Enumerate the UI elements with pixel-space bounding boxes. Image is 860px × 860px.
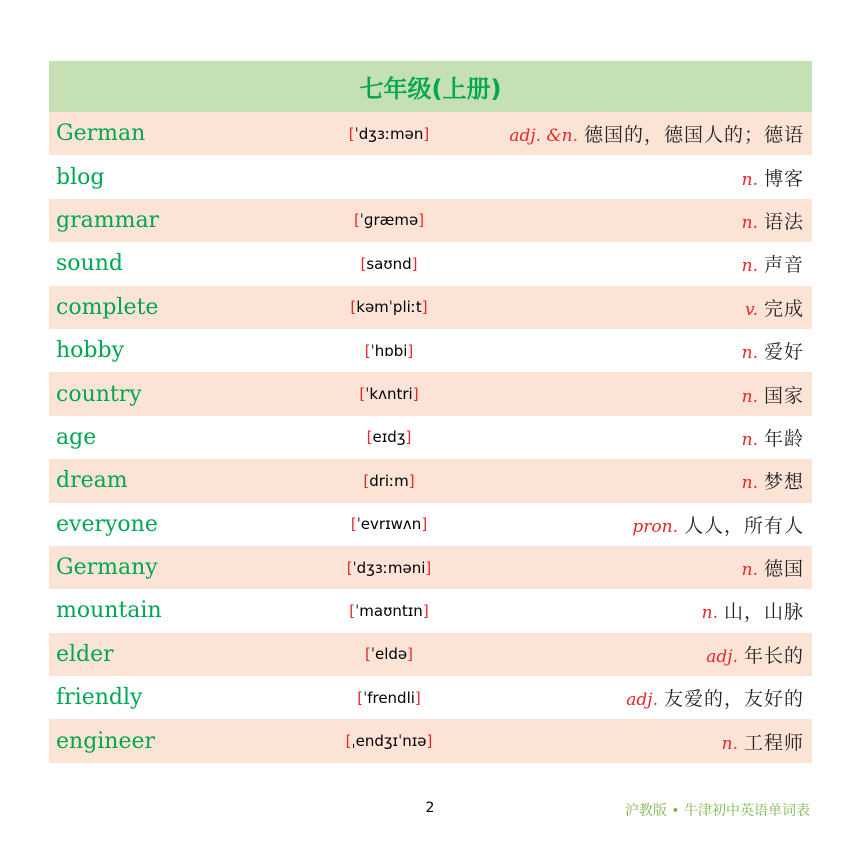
footer-book-title: 沪教版 • 牛津初中英语单词表 bbox=[624, 803, 810, 819]
definition: 语法 bbox=[763, 210, 804, 233]
right-bracket: ] bbox=[421, 515, 428, 534]
phonetic-cell bbox=[304, 428, 474, 446]
part-of-speech: n. bbox=[741, 429, 758, 450]
table-row bbox=[49, 546, 812, 589]
table-row bbox=[49, 372, 812, 415]
table-row bbox=[49, 503, 812, 546]
left-bracket: [ bbox=[366, 428, 373, 447]
phonetic-text: ˌendʒɪˈnɪə bbox=[351, 732, 427, 751]
part-of-speech: n. bbox=[741, 169, 758, 190]
left-bracket: [ bbox=[363, 471, 370, 490]
table-row bbox=[49, 416, 812, 459]
word-cell: hobby bbox=[56, 338, 125, 364]
definition: 国家 bbox=[763, 384, 804, 407]
definition: 年长的 bbox=[743, 644, 804, 667]
word-cell: German bbox=[56, 121, 146, 147]
table-row bbox=[49, 459, 812, 502]
right-bracket: ] bbox=[414, 688, 421, 707]
definition: 梦想 bbox=[763, 471, 804, 494]
meaning-cell bbox=[742, 554, 804, 581]
part-of-speech: adj. bbox=[626, 690, 658, 711]
phonetic-cell bbox=[304, 342, 474, 360]
part-of-speech: n. bbox=[741, 386, 758, 407]
page-title: 七年级(上册) bbox=[359, 75, 502, 103]
table-header bbox=[49, 61, 812, 112]
meaning-cell bbox=[632, 511, 804, 538]
definition: 年龄 bbox=[763, 427, 804, 450]
phonetic-text: ˈkʌntri bbox=[365, 385, 413, 404]
right-bracket: ] bbox=[407, 645, 413, 664]
phonetic-text: ˈdʒɜːməni bbox=[352, 558, 426, 577]
right-bracket: ] bbox=[408, 471, 415, 490]
left-bracket: [ bbox=[360, 254, 367, 273]
word-cell: everyone bbox=[56, 511, 158, 537]
left-bracket: [ bbox=[345, 732, 352, 751]
word-cell: complete bbox=[56, 294, 159, 320]
part-of-speech: v. bbox=[744, 299, 758, 320]
meaning-cell bbox=[742, 250, 804, 277]
table-row bbox=[49, 676, 812, 719]
meaning-cell bbox=[706, 641, 804, 668]
table-row bbox=[49, 329, 812, 372]
table-row bbox=[49, 199, 812, 242]
meaning-cell bbox=[702, 597, 804, 624]
part-of-speech: n. bbox=[741, 473, 758, 494]
phonetic-text: eɪdʒ bbox=[372, 428, 406, 447]
phonetic-cell bbox=[304, 385, 474, 403]
word-cell: friendly bbox=[56, 685, 143, 711]
table-row bbox=[49, 112, 812, 155]
phonetic-text: ˈfrendli bbox=[363, 688, 415, 707]
meaning-cell bbox=[722, 728, 804, 755]
table-row bbox=[49, 589, 812, 632]
meaning-cell bbox=[745, 294, 804, 321]
definition: 爱好 bbox=[763, 341, 804, 364]
meaning-cell bbox=[626, 684, 804, 711]
left-bracket: [ bbox=[349, 601, 356, 620]
phonetic-text: ˈeldə bbox=[370, 645, 408, 664]
phonetic-text: ˈdʒɜːmən bbox=[354, 124, 424, 143]
right-bracket: ] bbox=[411, 254, 418, 273]
meaning-cell bbox=[742, 164, 804, 191]
right-bracket: ] bbox=[405, 428, 412, 447]
definition: 山，山脉 bbox=[723, 601, 804, 624]
right-bracket: ] bbox=[421, 298, 428, 317]
definition: 德国的，德国人的；德语 bbox=[583, 124, 804, 147]
part-of-speech: adj. bbox=[706, 646, 738, 667]
table-row bbox=[49, 633, 812, 676]
phonetic-cell bbox=[304, 211, 474, 229]
left-bracket: [ bbox=[365, 645, 371, 664]
phonetic-text: kəmˈpliːt bbox=[356, 298, 422, 317]
word-cell: elder bbox=[56, 641, 114, 667]
word-cell: Germany bbox=[56, 555, 158, 581]
word-cell: grammar bbox=[56, 207, 160, 233]
page-number: 2 bbox=[425, 800, 435, 816]
right-bracket: ] bbox=[418, 211, 425, 230]
meaning-cell bbox=[742, 381, 804, 408]
right-bracket: ] bbox=[426, 732, 433, 751]
part-of-speech: n. bbox=[721, 733, 738, 754]
phonetic-cell bbox=[304, 559, 474, 577]
phonetic-cell bbox=[304, 298, 474, 316]
phonetic-text: ˈevrɪwʌn bbox=[356, 515, 422, 534]
left-bracket: [ bbox=[346, 558, 353, 577]
phonetic-text: saʊnd bbox=[366, 254, 412, 273]
phonetic-cell bbox=[304, 125, 474, 143]
meaning-cell bbox=[742, 337, 804, 364]
meaning-cell bbox=[742, 424, 804, 451]
part-of-speech: adj. &n. bbox=[509, 126, 578, 147]
part-of-speech: n. bbox=[741, 560, 758, 581]
word-cell: blog bbox=[56, 164, 105, 190]
phonetic-cell bbox=[304, 689, 474, 707]
part-of-speech: pron. bbox=[632, 516, 678, 537]
definition: 声音 bbox=[763, 254, 804, 277]
part-of-speech: n. bbox=[741, 212, 758, 233]
definition: 工程师 bbox=[743, 731, 804, 754]
word-cell: sound bbox=[56, 251, 123, 277]
word-cell: country bbox=[56, 381, 142, 407]
table-row bbox=[49, 242, 812, 285]
phonetic-cell bbox=[304, 645, 474, 663]
right-bracket: ] bbox=[423, 124, 430, 143]
part-of-speech: n. bbox=[701, 603, 718, 624]
word-cell: dream bbox=[56, 468, 128, 494]
phonetic-cell bbox=[304, 472, 474, 490]
part-of-speech: n. bbox=[741, 256, 758, 277]
word-cell: age bbox=[56, 424, 97, 450]
phonetic-cell bbox=[304, 602, 474, 620]
table-body bbox=[49, 112, 812, 763]
word-cell: mountain bbox=[56, 598, 162, 624]
meaning-cell bbox=[742, 467, 804, 494]
left-bracket: [ bbox=[359, 385, 366, 404]
phonetic-cell bbox=[304, 732, 474, 750]
phonetic-text: ˈmaʊntɪn bbox=[355, 601, 423, 620]
meaning-cell bbox=[509, 120, 804, 147]
phonetic-cell bbox=[304, 255, 474, 273]
right-bracket: ] bbox=[412, 385, 419, 404]
right-bracket: ] bbox=[422, 601, 429, 620]
definition: 友爱的，友好的 bbox=[663, 688, 804, 711]
definition: 完成 bbox=[763, 297, 804, 320]
meaning-cell bbox=[742, 207, 804, 234]
word-cell: engineer bbox=[56, 728, 156, 754]
left-bracket: [ bbox=[364, 341, 371, 360]
table-row bbox=[49, 155, 812, 198]
part-of-speech: n. bbox=[741, 343, 758, 364]
phonetic-text: ˈhɒbi bbox=[370, 341, 408, 360]
definition: 博客 bbox=[763, 167, 804, 190]
phonetic-text: ˈɡræmə bbox=[359, 211, 419, 230]
left-bracket: [ bbox=[353, 211, 360, 230]
left-bracket: [ bbox=[350, 298, 357, 317]
definition: 德国 bbox=[763, 558, 804, 581]
phonetic-text: driːm bbox=[369, 471, 409, 490]
left-bracket: [ bbox=[350, 515, 357, 534]
definition: 人人，所有人 bbox=[683, 514, 804, 537]
right-bracket: ] bbox=[407, 341, 414, 360]
left-bracket: [ bbox=[348, 124, 355, 143]
right-bracket: ] bbox=[425, 558, 432, 577]
table-row bbox=[49, 286, 812, 329]
phonetic-cell bbox=[304, 515, 474, 533]
vocabulary-table bbox=[49, 61, 812, 763]
left-bracket: [ bbox=[357, 688, 364, 707]
table-row bbox=[49, 719, 812, 762]
